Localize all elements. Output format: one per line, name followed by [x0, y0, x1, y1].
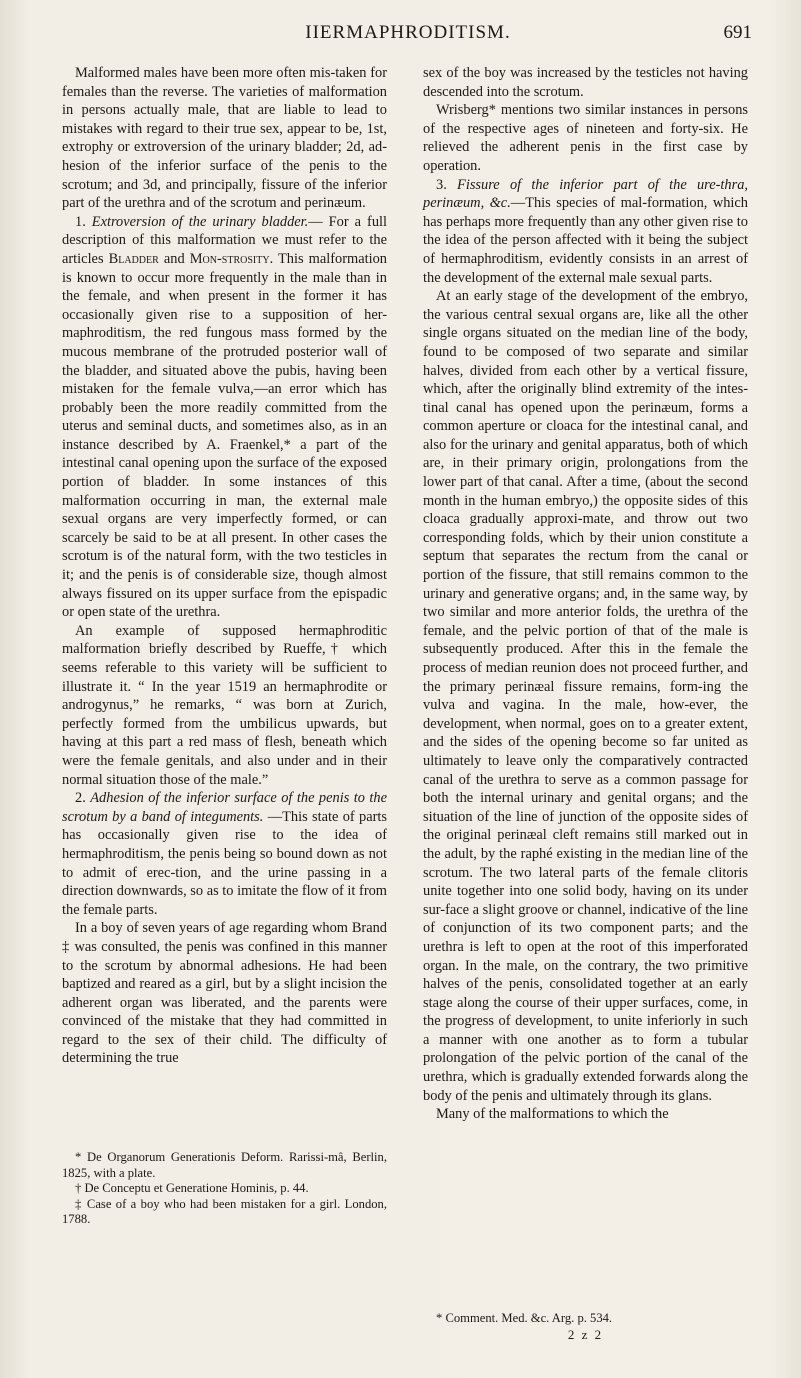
section-heading: Adhesion of the inferior surface of the penis to the scrotum by a band of integuments. [62, 790, 388, 825]
cross-reference-monstrosity: Mon-strosity [189, 250, 270, 267]
paragraph-text: —This species of mal-formation, which has perhaps more frequently than any other given rise to the idea of the person affected with it being the subject of hermaphroditism, evidently consists in an arrest of the development of the external male sexual parts. [423, 195, 749, 286]
signature-mark: 2 z 2 [567, 1327, 604, 1342]
paragraph: At an early stage of the development of the embryo, the various central sexual organs are, like all the other single organs situated on the median line of the body, found to be composed of two separate and similar halves, divided from each other by a vertical fissure, which, after the originally blind extremity of the intes-tinal canal has opened upon the perinæum, forms a common aperture or cloaca for the intestinal canal, and also for the urinary and genital apparatus, both of which are, in their primary origin, prolongations from the lower part of that canal. After a time, (about the second month in the human embryo,) the opposite sides of this cloaca gradually approxi-mate, and throw out two corresponding folds, which by their union constitute a septum that separates the rectum from the canal or portion of the fissure, that still remains common to the urinary and generative organs; and, in the same way, by two similar and more anterior folds, the urethra of the female, and the pelvic portion of that of the male is subsequently produced. After this in the female the process of median reunion does not proceed further, and the primary perinæal fissure remains, form-ing the vulva and vagina. In the male, how-ever, the development, when normal, goes on to a greater extent, and the sides of the opening become so far united as ultimately to leave only the comparatively contracted canal of the urethra to serve as a common passage for both the internal urinary and genital organs; and the situation of the line of junction of the opposite sides of the original perinæal cleft remains still marked out in the adult, by the raphé existing in the median line of the scrotum. The two lateral parts of the female clitoris unite together into one solid body, having on its under sur-face a slight groove or channel, indicative of the line of conjunction of its two component parts; and the urethra is left to open at the root of this imperforated organ. In the male, on the contrary, the two primitive halves of the penis, consolidated together at an early stage along the course of their upper surfaces, come, in the progress of development, to unite inferiorly in such a manner with one another as to form a tubular prolongation of the pelvic portion of the canal of the urethra, which is gradually extended forwards along the body of the penis and ultimately through its glans. [423, 288, 748, 1104]
footnote: † De Conceptu et Generatione Hominis, p. 44. [75, 1181, 309, 1196]
paragraph: An example of supposed hermaphroditic malformation briefly described by Rueffe,† which seems referable to this variety will be sufficient to illustrate it. “ In the year 1519 an hermaphrodite or androgynus,” he remarks, “ was born at Zurich, perfectly formed from the umbilicus upwards, but having at this part a red mass of flesh, beneath which were the female genitals, and also under and in their normal situation those of the male.” [62, 622, 387, 788]
paragraph-fissure [423, 176, 748, 288]
right-footnote [423, 1311, 748, 1327]
footnote: * Comment. Med. &c. Arg. p. 534. [436, 1311, 613, 1325]
footnote: * De Organorum Generationis Deform. Rarissi-mâ, Berlin, 1825, with a plate. [62, 1150, 387, 1180]
paragraph-text: . This malformation is known to occur more frequently in the male than in the female, and when present in the former it has occasionally given rise to a supposition of her-maphroditism, the red fungous mass formed by the mucous membrane of the protruded posterior wall of the bladder, and situated above the pubis, having been mistaken for the female vulva,—an error which has probably been the more readily committed from the uterus and seminal ducts, and sometimes also, as in an instance described by A. Fraenkel,* a part of the intestinal canal opening upon the surface of the exposed portion of bladder. In some instances of this malformation occurring in man, the external male sexual organs are very imperfectly formed, or can scarcely be said to be at all present. In other cases the scrotum is of the natural form, with the two testicles in it; and the penis is of considerable size, though almost always fissured on its upper surface from the epispadic or open state of the urethra. [62, 250, 387, 621]
paragraph-extroversion [62, 213, 387, 622]
page-header [64, 16, 752, 50]
section-heading: Extroversion of the urinary bladder. [91, 213, 309, 230]
paragraph: Malformed males have been more often mis-taken for females than the reverse. The varieties of malformation in persons actually male, that are liable to lead to mistakes with regard to their true sex, appear to be, 1st, extrophy or extroversion of the urinary bladder; 2d, ad-hesion of the inferior surface of the penis to the scrotum; and 3d, and principally, fissure of the inferior part of the urethra and of the scrotum and perinæum. [62, 65, 387, 212]
paragraph-adhesion [62, 789, 387, 919]
footnote: ‡ Case of a boy who had been mistaken for a girl. London, 1788. [62, 1196, 387, 1227]
paragraph: sex of the boy was increased by the testicles not having descended into the scrotum. [423, 65, 748, 100]
section-number: 2. [75, 790, 91, 807]
paragraph: Many of the malformations to which the [436, 1106, 669, 1123]
paragraph: In a boy of seven years of age regarding whom Brand ‡ was consulted, the penis was confined in this manner to the scrotum by abnormal adhesions. He had been baptized and reared as a girl, but by a slight incision the adherent organ was liberated, and the parents were convinced of the mistake that they had committed in regard to the sex of their child. The difficulty of determining the true [62, 920, 387, 1067]
section-number: 3. [436, 176, 458, 193]
cross-reference-bladder: Bladder [108, 250, 159, 267]
paragraph: Wrisberg* mentions two similar instances in persons of the respective ages of nineteen and forty-six. He relieved the adherent penis in the first case by operation. [423, 102, 748, 174]
left-column [62, 64, 387, 1068]
section-heading: Fissure of the inferior part of the ure-thra, perinæum, &c. [423, 176, 748, 212]
page-number: 691 [723, 22, 752, 43]
paragraph-text: and [158, 250, 190, 267]
paragraph-text: —This state of parts has occasionally given rise to the idea of hermaphroditism, the penis being so bound down as not to admit of erec-tion, and the urine passing in a direction downwards, so as to imitate the flow of it from the female parts. [62, 808, 387, 918]
right-column [423, 64, 748, 1124]
section-number: 1. [75, 213, 92, 230]
left-footnotes [62, 1150, 387, 1228]
paragraph-text: — For a full description of this malformation we must refer to the articles [62, 213, 388, 267]
running-title: IIERMAPHRODITISM. [305, 22, 511, 43]
